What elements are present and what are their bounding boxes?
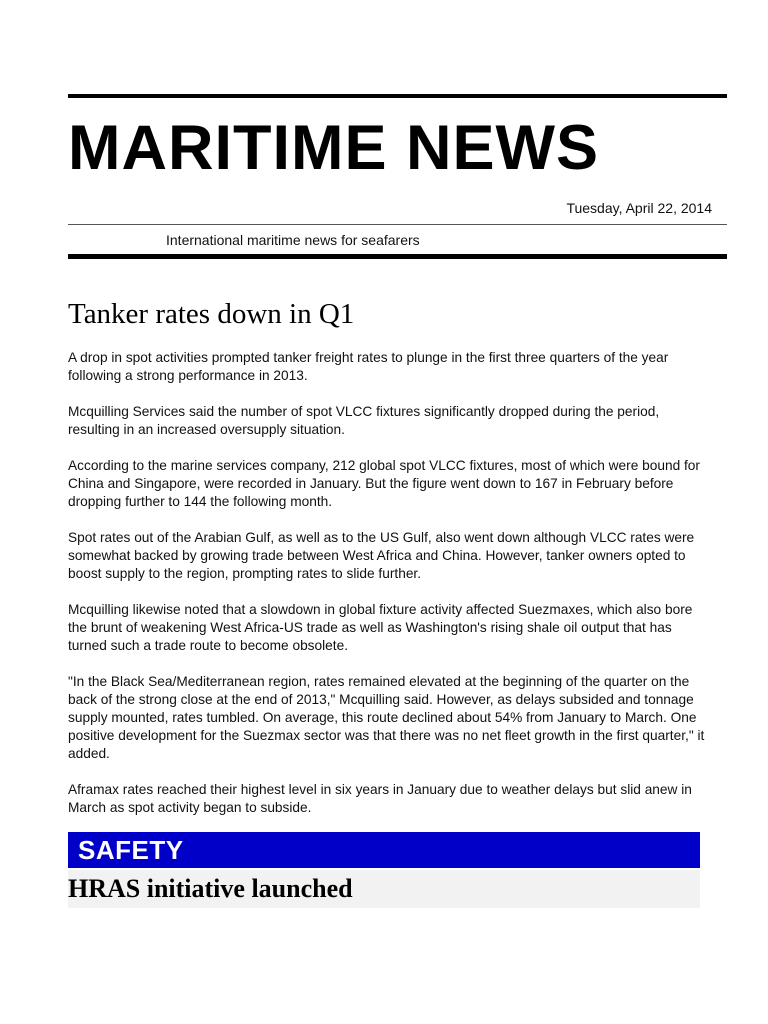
section-banner [68,832,700,868]
subheadline-bar [68,870,700,908]
tagline: International maritime news for seafarers [166,232,420,248]
article-paragraph: "In the Black Sea/Mediterranean region, rates remained elevated at the beginning of the quarter on the back of the strong close at the end of 2013," Mcquilling said. However, as delays subsided and tonnage supply mounted, rates tumbled. On average, this route declined about 54% from January to March. One positive development for the Suezmax sector was that there was no net fleet growth in the first quarter," it added. [68,674,705,761]
section-subheadline: HRAS initiative launched [68,874,353,903]
middle-rule [68,224,727,225]
top-rule [68,94,727,98]
article-paragraph: Aframax rates reached their highest level in six years in January due to weather delays but slid anew in March as spot activity began to subside. [68,782,692,815]
section-label: SAFETY [78,835,184,865]
article-paragraph: Spot rates out of the Arabian Gulf, as well as to the US Gulf, also went down although VLCC rates were somewhat backed by growing trade between West Africa and China. However, tanker owners opted to boost supply to the region, prompting rates to slide further. [68,530,695,581]
article-paragraph: A drop in spot activities prompted tanker freight rates to plunge in the first three quarters of the year following a strong performance in 2013. [68,350,669,383]
article-paragraph: Mcquilling likewise noted that a slowdown in global fixture activity affected Suezmaxes, which also bore the brunt of weakening West Africa-US trade as well as Washington's rising shale oil output that has turned such a trade route to become obsolete. [68,602,693,653]
article-headline: Tanker rates down in Q1 [68,298,355,330]
article-paragraph: According to the marine services company, 212 global spot VLCC fixtures, most of which were bound for China and Singapore, were recorded in January. But the figure went down to 167 in February before dropping further to 144 the following month. [68,458,700,509]
masthead-title: MARITIME NEWS [68,113,599,183]
issue-date: Tuesday, April 22, 2014 [566,200,712,216]
article-body [68,349,708,835]
bottom-rule [68,254,727,259]
article-paragraph: Mcquilling Services said the number of spot VLCC fixtures significantly dropped during the period, resulting in an increased oversupply situation. [68,404,660,437]
